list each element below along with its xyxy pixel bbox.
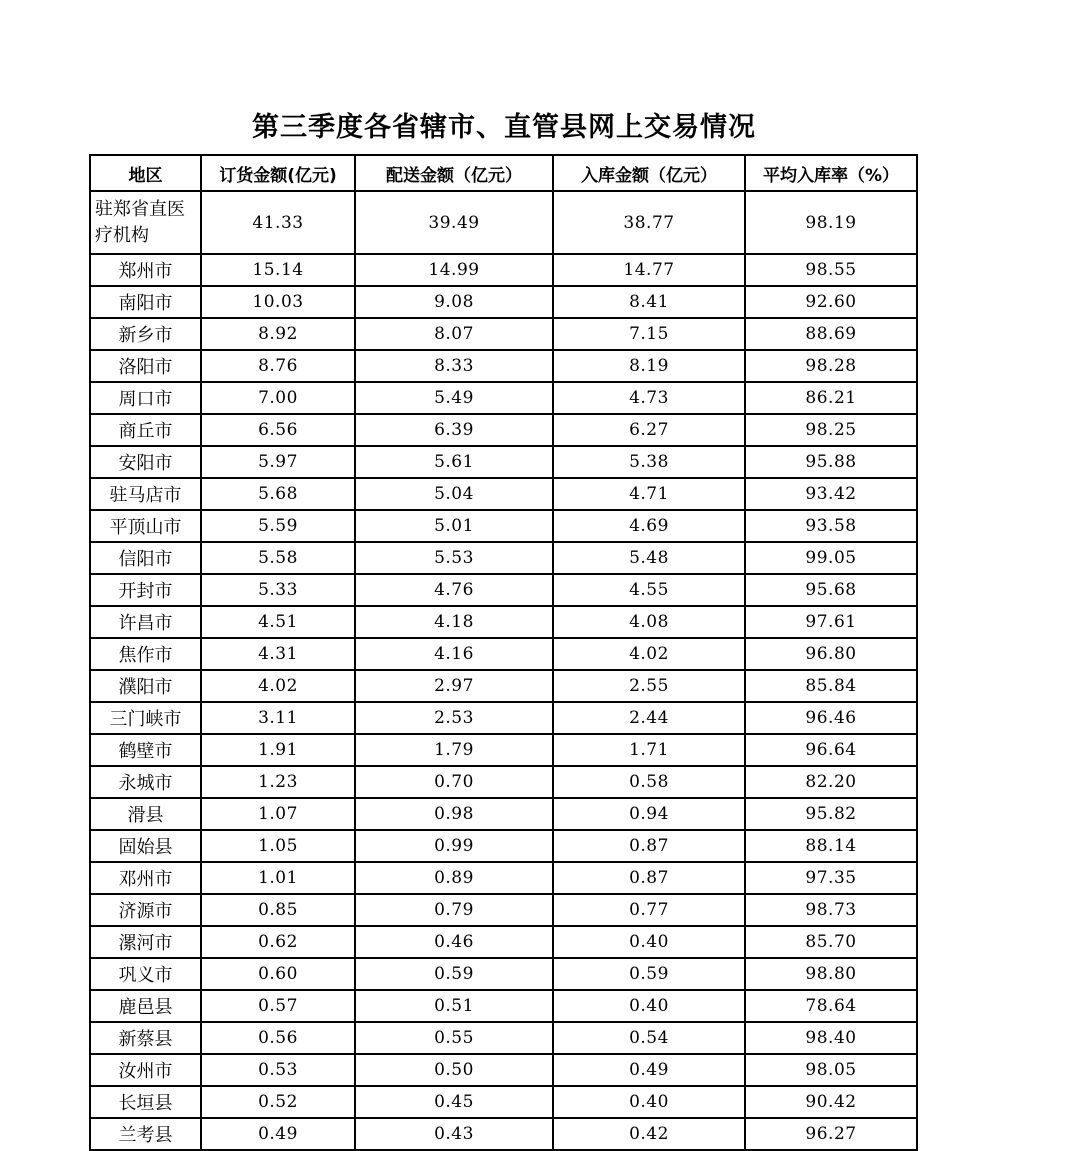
storage-amount-cell: 0.94 — [553, 798, 745, 830]
storage-amount-cell: 4.55 — [553, 574, 745, 606]
column-header-delivery-amount: 配送金额（亿元） — [355, 155, 553, 191]
order-amount-cell: 0.53 — [201, 1054, 355, 1086]
storage-rate-cell: 96.64 — [745, 734, 917, 766]
delivery-amount-cell: 5.53 — [355, 542, 553, 574]
order-amount-cell: 0.56 — [201, 1022, 355, 1054]
column-header-order-amount: 订货金额(亿元) — [201, 155, 355, 191]
delivery-amount-cell: 0.70 — [355, 766, 553, 798]
table-row — [90, 926, 917, 958]
delivery-amount-cell: 0.50 — [355, 1054, 553, 1086]
storage-rate-cell: 98.73 — [745, 894, 917, 926]
table-row — [90, 510, 917, 542]
table-row — [90, 830, 917, 862]
storage-amount-cell: 0.49 — [553, 1054, 745, 1086]
table-header-row — [90, 155, 917, 191]
storage-amount-cell: 4.08 — [553, 606, 745, 638]
order-amount-cell: 0.60 — [201, 958, 355, 990]
storage-rate-cell: 93.42 — [745, 478, 917, 510]
table-row — [90, 702, 917, 734]
order-amount-cell: 4.02 — [201, 670, 355, 702]
storage-rate-cell: 88.69 — [745, 318, 917, 350]
table-row — [90, 670, 917, 702]
order-amount-cell: 1.01 — [201, 862, 355, 894]
table-row — [90, 191, 917, 254]
order-amount-cell: 0.57 — [201, 990, 355, 1022]
storage-rate-cell: 95.88 — [745, 446, 917, 478]
storage-amount-cell: 0.40 — [553, 1086, 745, 1118]
delivery-amount-cell: 5.04 — [355, 478, 553, 510]
table-row — [90, 414, 917, 446]
region-cell: 汝州市 — [90, 1054, 201, 1086]
delivery-amount-cell: 0.89 — [355, 862, 553, 894]
region-cell: 济源市 — [90, 894, 201, 926]
table-row — [90, 1054, 917, 1086]
storage-amount-cell: 1.71 — [553, 734, 745, 766]
storage-rate-cell: 78.64 — [745, 990, 917, 1022]
storage-rate-cell: 98.40 — [745, 1022, 917, 1054]
storage-rate-cell: 99.05 — [745, 542, 917, 574]
delivery-amount-cell: 6.39 — [355, 414, 553, 446]
storage-rate-cell: 90.42 — [745, 1086, 917, 1118]
table-row — [90, 382, 917, 414]
storage-amount-cell: 5.38 — [553, 446, 745, 478]
storage-rate-cell: 98.19 — [745, 191, 917, 254]
storage-amount-cell: 0.40 — [553, 990, 745, 1022]
order-amount-cell: 5.59 — [201, 510, 355, 542]
order-amount-cell: 0.52 — [201, 1086, 355, 1118]
storage-rate-cell: 95.68 — [745, 574, 917, 606]
order-amount-cell: 15.14 — [201, 254, 355, 286]
storage-rate-cell: 93.58 — [745, 510, 917, 542]
order-amount-cell: 7.00 — [201, 382, 355, 414]
region-cell: 新乡市 — [90, 318, 201, 350]
order-amount-cell: 5.58 — [201, 542, 355, 574]
storage-rate-cell: 98.28 — [745, 350, 917, 382]
region-cell: 商丘市 — [90, 414, 201, 446]
storage-amount-cell: 0.87 — [553, 830, 745, 862]
delivery-amount-cell: 9.08 — [355, 286, 553, 318]
storage-rate-cell: 97.35 — [745, 862, 917, 894]
delivery-amount-cell: 1.79 — [355, 734, 553, 766]
table-row — [90, 894, 917, 926]
region-cell: 固始县 — [90, 830, 201, 862]
order-amount-cell: 0.62 — [201, 926, 355, 958]
order-amount-cell: 1.05 — [201, 830, 355, 862]
storage-rate-cell: 98.55 — [745, 254, 917, 286]
table-row — [90, 350, 917, 382]
order-amount-cell: 1.23 — [201, 766, 355, 798]
region-cell: 驻郑省直医疗机构 — [90, 191, 201, 254]
storage-amount-cell: 4.02 — [553, 638, 745, 670]
delivery-amount-cell: 8.33 — [355, 350, 553, 382]
order-amount-cell: 6.56 — [201, 414, 355, 446]
delivery-amount-cell: 0.46 — [355, 926, 553, 958]
delivery-amount-cell: 0.79 — [355, 894, 553, 926]
delivery-amount-cell: 0.45 — [355, 1086, 553, 1118]
table-row — [90, 542, 917, 574]
delivery-amount-cell: 0.43 — [355, 1118, 553, 1150]
storage-amount-cell: 8.19 — [553, 350, 745, 382]
storage-rate-cell: 85.84 — [745, 670, 917, 702]
page-title: 第三季度各省辖市、直管县网上交易情况 — [252, 112, 756, 143]
storage-amount-cell: 0.87 — [553, 862, 745, 894]
order-amount-cell: 5.33 — [201, 574, 355, 606]
storage-amount-cell: 0.54 — [553, 1022, 745, 1054]
table-row — [90, 798, 917, 830]
order-amount-cell: 0.49 — [201, 1118, 355, 1150]
column-header-region: 地区 — [90, 155, 201, 191]
storage-amount-cell: 8.41 — [553, 286, 745, 318]
data-table — [89, 154, 918, 1151]
storage-amount-cell: 0.42 — [553, 1118, 745, 1150]
table-row — [90, 254, 917, 286]
delivery-amount-cell: 0.55 — [355, 1022, 553, 1054]
delivery-amount-cell: 4.18 — [355, 606, 553, 638]
storage-rate-cell: 98.05 — [745, 1054, 917, 1086]
storage-amount-cell: 0.59 — [553, 958, 745, 990]
storage-amount-cell: 38.77 — [553, 191, 745, 254]
delivery-amount-cell: 0.59 — [355, 958, 553, 990]
region-cell: 新蔡县 — [90, 1022, 201, 1054]
storage-rate-cell: 82.20 — [745, 766, 917, 798]
delivery-amount-cell: 0.51 — [355, 990, 553, 1022]
storage-rate-cell: 96.80 — [745, 638, 917, 670]
table-row — [90, 1086, 917, 1118]
region-cell: 驻马店市 — [90, 478, 201, 510]
region-cell: 巩义市 — [90, 958, 201, 990]
storage-rate-cell: 86.21 — [745, 382, 917, 414]
delivery-amount-cell: 4.16 — [355, 638, 553, 670]
order-amount-cell: 5.68 — [201, 478, 355, 510]
storage-rate-cell: 96.27 — [745, 1118, 917, 1150]
region-cell: 永城市 — [90, 766, 201, 798]
order-amount-cell: 5.97 — [201, 446, 355, 478]
table-row — [90, 478, 917, 510]
column-header-storage-rate: 平均入库率（%） — [745, 155, 917, 191]
region-cell: 周口市 — [90, 382, 201, 414]
region-cell: 漯河市 — [90, 926, 201, 958]
storage-rate-cell: 95.82 — [745, 798, 917, 830]
table-row — [90, 1022, 917, 1054]
delivery-amount-cell: 5.49 — [355, 382, 553, 414]
table-row — [90, 638, 917, 670]
table-row — [90, 446, 917, 478]
region-cell: 洛阳市 — [90, 350, 201, 382]
delivery-amount-cell: 4.76 — [355, 574, 553, 606]
delivery-amount-cell: 5.61 — [355, 446, 553, 478]
order-amount-cell: 0.85 — [201, 894, 355, 926]
storage-amount-cell: 2.44 — [553, 702, 745, 734]
storage-rate-cell: 96.46 — [745, 702, 917, 734]
storage-rate-cell: 85.70 — [745, 926, 917, 958]
table-row — [90, 958, 917, 990]
storage-amount-cell: 4.71 — [553, 478, 745, 510]
column-header-storage-amount: 入库金额（亿元） — [553, 155, 745, 191]
table-row — [90, 862, 917, 894]
region-cell: 许昌市 — [90, 606, 201, 638]
delivery-amount-cell: 8.07 — [355, 318, 553, 350]
order-amount-cell: 8.76 — [201, 350, 355, 382]
storage-amount-cell: 4.73 — [553, 382, 745, 414]
delivery-amount-cell: 2.97 — [355, 670, 553, 702]
region-cell: 长垣县 — [90, 1086, 201, 1118]
region-cell: 焦作市 — [90, 638, 201, 670]
region-cell: 安阳市 — [90, 446, 201, 478]
delivery-amount-cell: 14.99 — [355, 254, 553, 286]
order-amount-cell: 1.91 — [201, 734, 355, 766]
table-row — [90, 734, 917, 766]
storage-amount-cell: 0.40 — [553, 926, 745, 958]
region-cell: 鹿邑县 — [90, 990, 201, 1022]
table-row — [90, 766, 917, 798]
storage-amount-cell: 2.55 — [553, 670, 745, 702]
delivery-amount-cell: 39.49 — [355, 191, 553, 254]
order-amount-cell: 8.92 — [201, 318, 355, 350]
storage-rate-cell: 88.14 — [745, 830, 917, 862]
order-amount-cell: 10.03 — [201, 286, 355, 318]
order-amount-cell: 4.51 — [201, 606, 355, 638]
region-cell: 滑县 — [90, 798, 201, 830]
order-amount-cell: 1.07 — [201, 798, 355, 830]
delivery-amount-cell: 5.01 — [355, 510, 553, 542]
storage-amount-cell: 7.15 — [553, 318, 745, 350]
storage-rate-cell: 98.80 — [745, 958, 917, 990]
region-cell: 平顶山市 — [90, 510, 201, 542]
region-cell: 三门峡市 — [90, 702, 201, 734]
delivery-amount-cell: 2.53 — [355, 702, 553, 734]
storage-rate-cell: 92.60 — [745, 286, 917, 318]
table-row — [90, 990, 917, 1022]
storage-amount-cell: 0.77 — [553, 894, 745, 926]
delivery-amount-cell: 0.99 — [355, 830, 553, 862]
table-row — [90, 1118, 917, 1150]
region-cell: 兰考县 — [90, 1118, 201, 1150]
region-cell: 鹤壁市 — [90, 734, 201, 766]
delivery-amount-cell: 0.98 — [355, 798, 553, 830]
table-row — [90, 574, 917, 606]
order-amount-cell: 41.33 — [201, 191, 355, 254]
storage-amount-cell: 6.27 — [553, 414, 745, 446]
table-row — [90, 286, 917, 318]
order-amount-cell: 4.31 — [201, 638, 355, 670]
storage-amount-cell: 14.77 — [553, 254, 745, 286]
region-cell: 开封市 — [90, 574, 201, 606]
region-cell: 郑州市 — [90, 254, 201, 286]
region-cell: 邓州市 — [90, 862, 201, 894]
region-cell: 信阳市 — [90, 542, 201, 574]
region-cell: 南阳市 — [90, 286, 201, 318]
table-body — [90, 191, 917, 1150]
storage-amount-cell: 5.48 — [553, 542, 745, 574]
table-row — [90, 606, 917, 638]
storage-amount-cell: 4.69 — [553, 510, 745, 542]
table-row — [90, 318, 917, 350]
storage-amount-cell: 0.58 — [553, 766, 745, 798]
order-amount-cell: 3.11 — [201, 702, 355, 734]
region-cell: 濮阳市 — [90, 670, 201, 702]
storage-rate-cell: 97.61 — [745, 606, 917, 638]
storage-rate-cell: 98.25 — [745, 414, 917, 446]
